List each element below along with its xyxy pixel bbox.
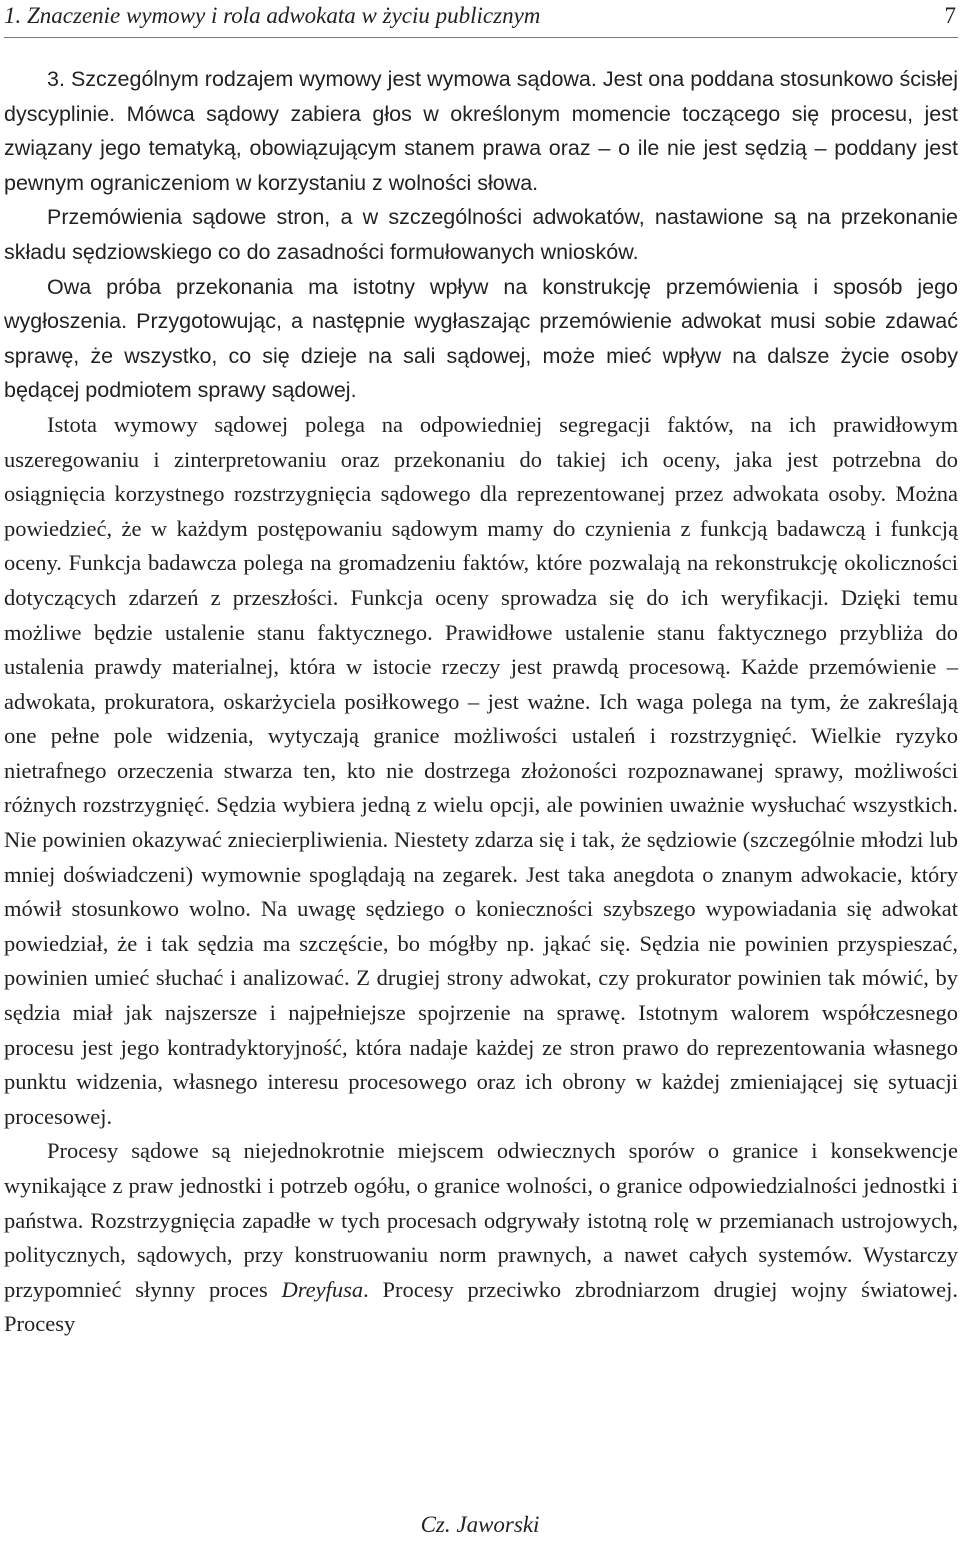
paragraph-3: Owa próba przekonania ma istotny wpływ na konstrukcję przemówienia i sposób jego wygłoszenia. Przygotowując, a następnie wygłaszając przemówienie adwokat musi sobie zdawać sprawę, że wszystko, co się dzieje na sali sądowej, może mieć wpływ na dalsze życie osoby będącej podmiotem sprawy sądowej.	[4, 274, 958, 403]
paragraph-4: Istota wymowy sądowej polega na odpowiedniej segregacji faktów, na ich prawidłowym uszeregowaniu i zinterpretowaniu oraz przekonaniu do takiej ich oceny, jaka jest potrzebna do osiągnięcia korzystnego rozstrzygnięcia sądowego dla reprezentowanej przez adwokata osoby. Można powiedzieć, że w każdym postępowaniu sądowym mamy do czynienia z funkcją badawczą i funkcją oceny. Funkcja badawcza polega na gromadzeniu faktów, które pozwalają na rekonstrukcję okoliczności dotyczących zdarzeń z przeszłości. Funkcja oceny sprowadza się do ich weryfikacji. Dzięki temu możliwe będzie ustalenie stanu faktycznego. Prawidłowe ustalenie stanu faktycznego przybliża do ustalenia prawdy materialnej, która w istocie rzeczy jest prawdą procesową. Każde przemówienie – adwokata, prokuratora, oskarżyciela posiłkowego – jest ważne. Ich waga polega na tym, że zakreślają one pełne pole widzenia, wytyczają granice możliwości ustaleń i rozstrzygnięć. Wielkie ryzyko nietrafnego orzeczenia stwarza ten, kto nie dostrzega złożoności rozpoznawanej sprawy, możliwości różnych rozstrzygnięć. Sędzia wybiera jedną z wielu opcji, ale powinien uważnie wysłuchać wszystkich. Nie powinien okazywać zniecierpliwienia. Niestety zdarza się i tak, że sędziowie (szczególnie młodzi lub mniej doświadczeni) wymownie spoglądają na zegarek. Jest taka anegdota o znanym adwokacie, który mówił stosunkowo wolno. Na uwagę sędziego o konieczności szybszego wypowiadania się adwokat powiedział, że i tak sędzia ma szczęście, bo mógłby np. jąkać się. Sędzia nie powinien przyspieszać, powinien umieć słuchać i analizować. Z drugiej strony adwokat, czy prokurator powinien tak mówić, by sędzia miał jak najszersze i najpełniejsze spojrzenie na sprawę. Istotnym walorem współczesnego procesu jest jego kontradyktoryjność, która nadaje każdej ze stron prawo do reprezentowania własnego punktu widzenia, własnego interesu procesowego oraz ich obrony w każdej zmieniającej się sytuacji procesowej.	[4, 411, 958, 1129]
body-text	[4, 62, 958, 1342]
paragraph-5-text-b: . Procesy przeciwko zbrodniarzom drugiej wojny światowej. Procesy	[4, 1276, 958, 1337]
paragraph-5-text-a: Procesy sądowe są niejednokrotnie miejscem odwiecznych sporów o granice i konsekwencje wynikające z praw jednostki i potrzeb ogółu, o granice wolności, o granice odpowiedzialności jednostki i państwa. Rozstrzygnięcia zapadłe w tych procesach odgrywały istotną rolę w przemianach ustrojowych, politycznych, sądowych, przy konstruowaniu norm prawnych, a nawet całych systemów. Wystarczy przypomnieć słynny proces	[4, 1138, 958, 1302]
author-footer: Cz. Jaworski	[420, 1512, 540, 1537]
paragraph-1: 3. Szczególnym rodzajem wymowy jest wymowa sądowa. Jest ona poddana stosunkowo ścisłej dyscyplinie. Mówca sądowy zabiera głos w określonym momencie toczącego się procesu, jest związany jego tematyką, obowiązującym stanem prawa oraz – o ile nie jest sędzią – poddany jest pewnym ograniczeniom w korzystaniu z wolności słowa.	[4, 67, 958, 195]
paragraph-2: Przemówienia sądowe stron, a w szczególności adwokatów, nastawione są na przekonanie składu sędziowskiego co do zasadności formułowanych wniosków.	[4, 205, 958, 264]
chapter-title: 1. Znaczenie wymowy i rola adwokata w życiu publicznym	[4, 3, 541, 28]
paragraph-5	[4, 1134, 958, 1342]
page-number: 7	[944, 3, 956, 28]
header-rule	[4, 37, 958, 38]
dreyfus-italic: Dreyfusa	[281, 1276, 364, 1302]
running-header	[4, 2, 958, 34]
